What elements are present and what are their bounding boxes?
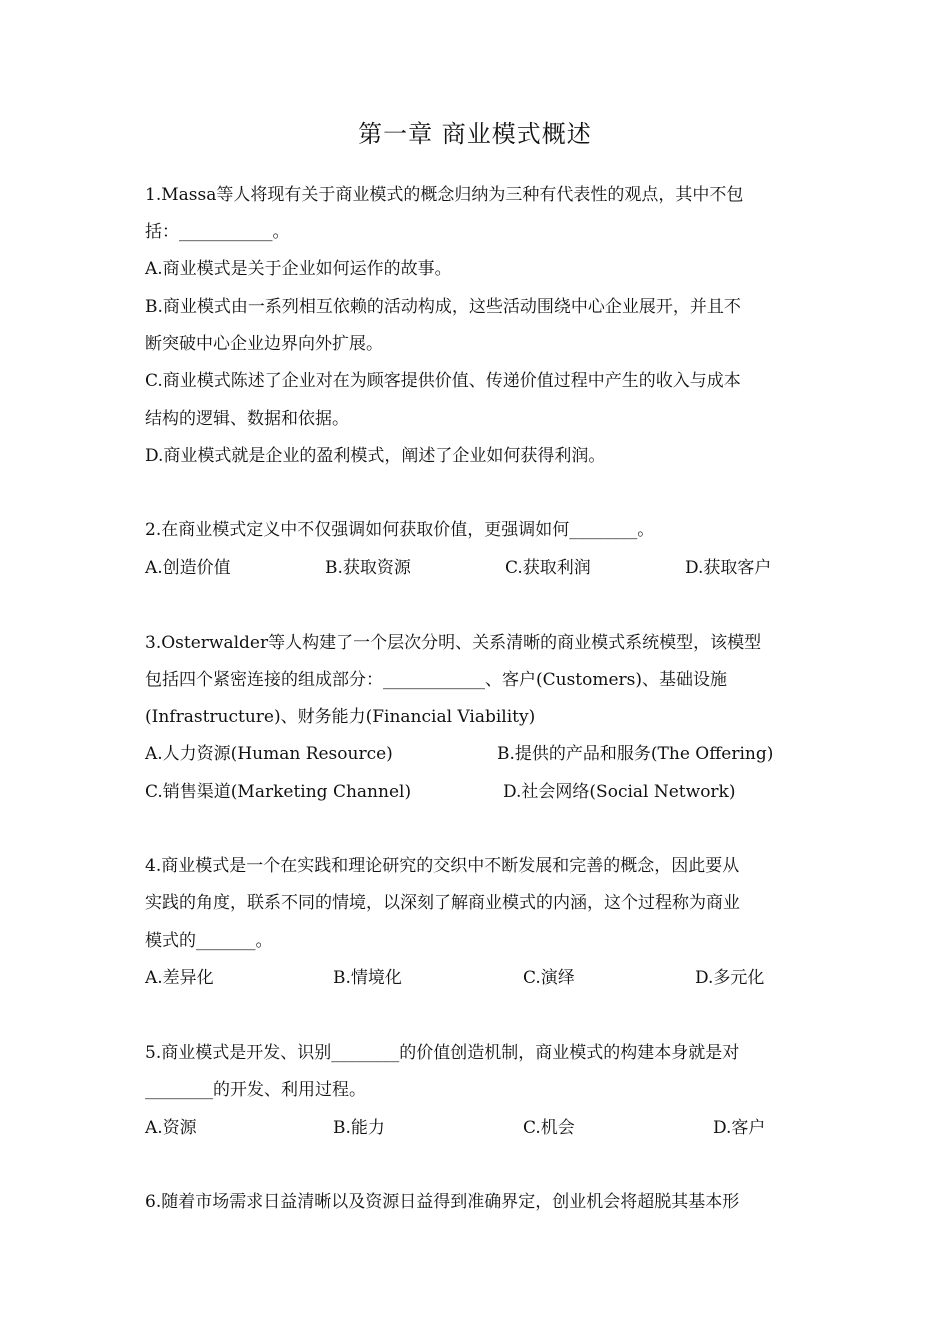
- q5-option-c: C.机会: [523, 1118, 575, 1138]
- q1-option-b-line-2: 断突破中心企业边界向外扩展。: [145, 334, 383, 354]
- q3-option-c: C.销售渠道(Marketing Channel): [145, 782, 412, 802]
- q3-stem-line-2: 包括四个紧密连接的组成部分：____________、客户(Customers)、基础设施: [145, 670, 728, 690]
- q1-option-c-line-2: 结构的逻辑、数据和依据。: [145, 409, 349, 429]
- q4-option-a: A.差异化: [145, 968, 214, 988]
- q2-option-b: B.获取资源: [325, 558, 411, 578]
- q1-option-a: A.商业模式是关于企业如何运作的故事。: [145, 259, 452, 279]
- q2-option-d: D.获取客户: [685, 558, 772, 578]
- q4-stem-line-2: 实践的角度，联系不同的情境，以深刻了解商业模式的内涵，这个过程称为商业: [145, 893, 740, 913]
- q2-option-c: C.获取利润: [505, 558, 591, 578]
- q3-stem-line-1: 3.Osterwalder等人构建了一个层次分明、关系清晰的商业模式系统模型，该模型: [145, 633, 762, 653]
- q4-stem-line-3: 模式的_______。: [145, 931, 273, 951]
- q1-stem-line-2: 括：___________。: [145, 222, 290, 242]
- q5-option-a: A.资源: [145, 1118, 197, 1138]
- q3-option-b: B.提供的产品和服务(The Offering): [497, 744, 774, 764]
- q5-option-b: B.能力: [333, 1118, 385, 1138]
- q5-option-d: D.客户: [713, 1118, 766, 1138]
- q3-option-a: A.人力资源(Human Resource): [145, 744, 393, 764]
- q6-stem-line-1: 6.随着市场需求日益清晰以及资源日益得到准确界定，创业机会将超脱其基本形: [145, 1192, 740, 1212]
- q4-option-b: B.情境化: [333, 968, 402, 988]
- q5-stem-line-1: 5.商业模式是开发、识别________的价值创造机制，商业模式的构建本身就是对: [145, 1043, 740, 1063]
- q2-stem: 2.在商业模式定义中不仅强调如何获取价值，更强调如何________。: [145, 520, 655, 540]
- q1-option-d: D.商业模式就是企业的盈利模式，阐述了企业如何获得利润。: [145, 446, 606, 466]
- q3-option-d: D.社会网络(Social Network): [503, 782, 736, 802]
- q1-option-b-line-1: B.商业模式由一系列相互依赖的活动构成，这些活动围绕中心企业展开，并且不: [145, 297, 741, 317]
- q1-option-c-line-1: C.商业模式陈述了企业对在为顾客提供价值、传递价值过程中产生的收入与成本: [145, 371, 741, 391]
- q4-option-d: D.多元化: [695, 968, 765, 988]
- q1-stem-line-1: 1.Massa等人将现有关于商业模式的概念归纳为三种有代表性的观点，其中不包: [145, 185, 744, 205]
- q5-stem-line-2: ________的开发、利用过程。: [145, 1080, 366, 1100]
- q3-stem-line-3: (Infrastructure)、财务能力(Financial Viability): [145, 707, 536, 727]
- chapter-title: 第一章 商业模式概述: [358, 120, 592, 148]
- q2-option-a: A.创造价值: [145, 558, 231, 578]
- q4-stem-line-1: 4.商业模式是一个在实践和理论研究的交织中不断发展和完善的概念，因此要从: [145, 856, 740, 876]
- q4-option-c: C.演绎: [523, 968, 575, 988]
